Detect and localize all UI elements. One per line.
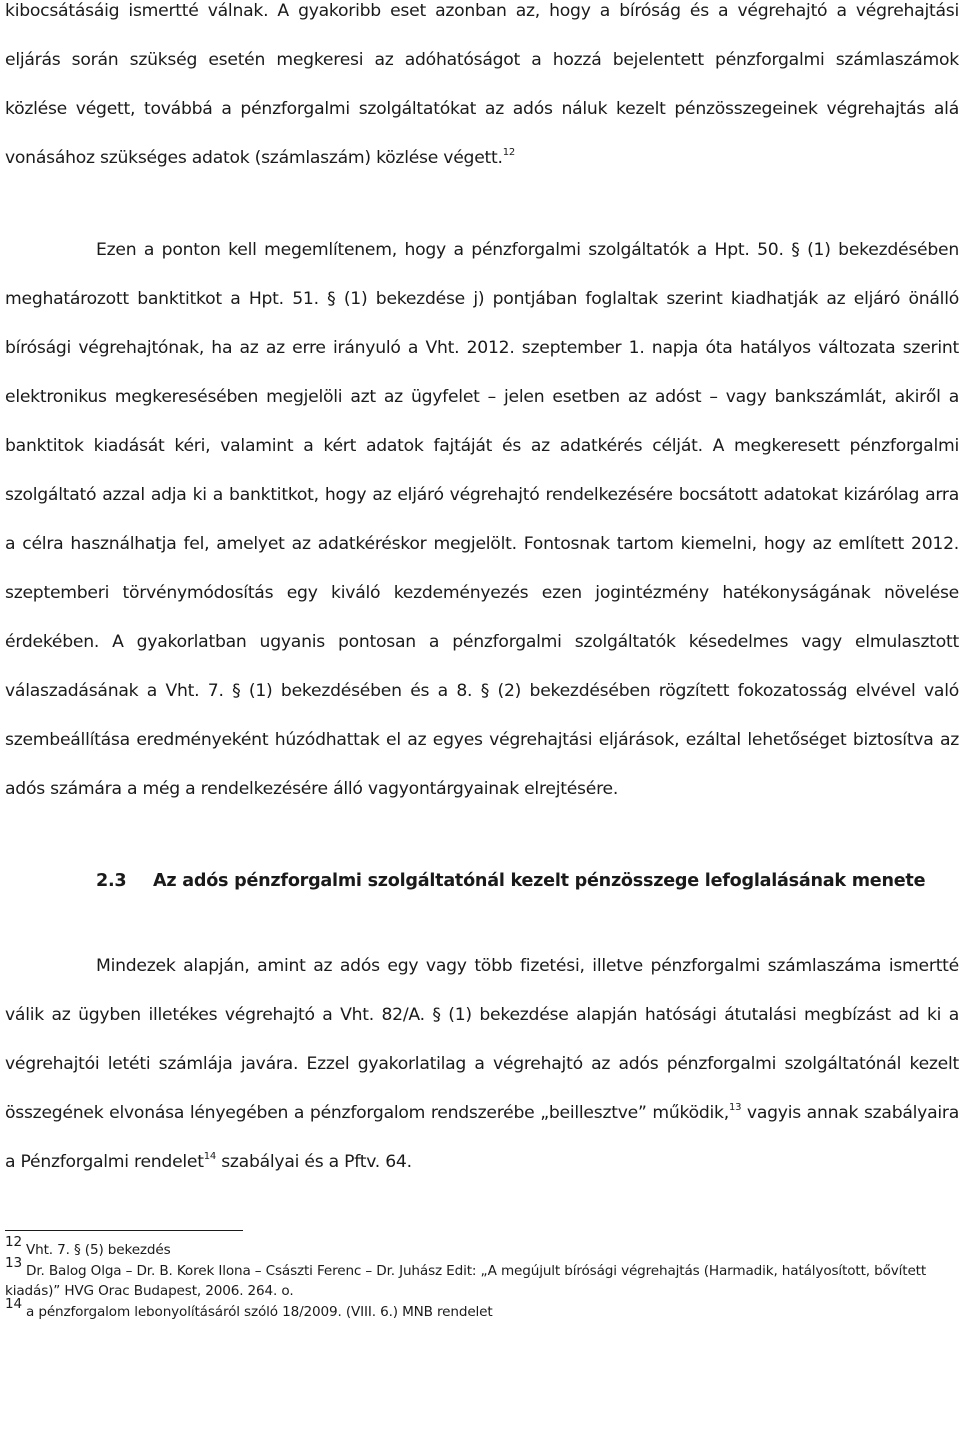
paragraph-3-text-2: vagyis annak szabályaira a Pénzforgalmi rendelet [5, 1103, 960, 1172]
section-number: 2.3 [96, 871, 127, 891]
paragraph-1-text: kibocsátásáig ismertté válnak. A gyakoribb eset azonban az, hogy a bíróság és a végrehajtó a végrehajtási eljárás során szükség esetén megkeresi az adóhatóságot a hozzá bejelentett pénzforgalmi számlaszámok közlése végett, továbbá a pénzforgalmi szolgáltatókat az adós náluk kezelt pénzösszegeinek végrehajtás alá vonásához szükséges adatok (számlaszám) közlése végett. [5, 1, 959, 168]
document-page [5, 0, 959, 1322]
footnote-number: 12 [5, 1234, 22, 1250]
footnote-text: a pénzforgalom lebonyolításáról szóló 18/2009. (VIII. 6.) MNB rendelet [26, 1303, 493, 1320]
paragraph-2: Ezen a ponton kell megemlítenem, hogy a pénzforgalmi szolgáltatók a Hpt. 50. § (1) bekezdésében meghatározott banktitkot a Hpt. 51. § (1) bekezdése j) pontjában foglaltak szerint kiadhatják az eljáró önálló bírósági végrehajtónak, ha az az erre irányuló a Vht. 2012. szeptember 1. napja óta hatályos változata szerint elektronikus megkeresésében megjelöli azt az ügyfelet – jelen esetben az adóst – vagy bankszámlát, akiről a banktitok kiadását kéri, valamint a kért adatok fajtáját és az adatkérés célját. A megkeresett pénzforgalmi szolgáltató azzal adja ki a banktitkot, hogy az eljáró végrehajtó rendelkezésére bocsátott adatokat kizárólag arra a célra használhatja fel, amelyet az adatkéréskor megjelölt. Fontosnak tartom kiemelni, hogy az említett 2012. szeptemberi törvénymódosítás egy kiváló kezdeményezés ezen jogintézmény hatékonyságának növelése érdekében. A gyakorlatban ugyanis pontosan a pénzforgalmi szolgáltatók késedelmes vagy elmulasztott válaszadásának a Vht. 7. § (1) bekezdésében és a 8. § (2) bekezdésében rögzített fokozatosság elvével való szembeállítása eredményeként húzódhattak el az egyes végrehajtási eljárások, ezáltal lehetőséget biztosítva az adós számára a még a rendelkezésére álló vagyontárgyainak elrejtésére. [5, 240, 959, 799]
footnotes [5, 1234, 959, 1322]
footnote-13 [5, 1254, 959, 1302]
footnote-ref-13[interactable]: 13 [728, 1102, 742, 1113]
footnote-text: Vht. 7. § (5) bekezdés [26, 1242, 171, 1258]
paragraph-3-text-1: Mindezek alapján, amint az adós egy vagy több fizetési, illetve pénzforgalmi számlaszáma ismertté válik az ügyben illetékes végrehajtó a Vht. 82/A. § (1) bekezdése alapján hatósági átutalási megbízást ad ki a végrehajtói letéti számlája javára. Ezzel gyakorlatilag a végrehajtó az adós pénzforgalmi szolgáltatónál kezelt összegének elvonása lényegében a pénzforgalom rendszerébe „beillesztve” működik, [5, 956, 959, 1123]
paragraph-3 [5, 942, 959, 1187]
section-title: Az adós pénzforgalmi szolgáltatónál kezelt pénzösszege lefoglalásának menete [153, 871, 926, 891]
footnote-separator [5, 1230, 243, 1231]
footnote-text: Dr. Balog Olga – Dr. B. Korek Ilona – Császti Ferenc – Dr. Juhász Edit: „A megújult bírósági végrehajtás (Harmadik, hatályosított, bővített kiadás)” HVG Orac Budapest, 2006. 264. o. [5, 1262, 927, 1299]
section-heading [96, 869, 959, 893]
footnote-ref-12[interactable]: 12 [502, 147, 515, 158]
footnote-number: 14 [5, 1295, 22, 1312]
paragraph-3-text-3: szabályai és a Pftv. 64. [215, 1152, 412, 1172]
footnote-12 [5, 1234, 959, 1261]
footnote-number: 13 [5, 1254, 22, 1271]
paragraph-1 [5, 0, 959, 183]
footnote-ref-14[interactable]: 14 [203, 1151, 216, 1162]
footnote-14 [5, 1295, 959, 1323]
